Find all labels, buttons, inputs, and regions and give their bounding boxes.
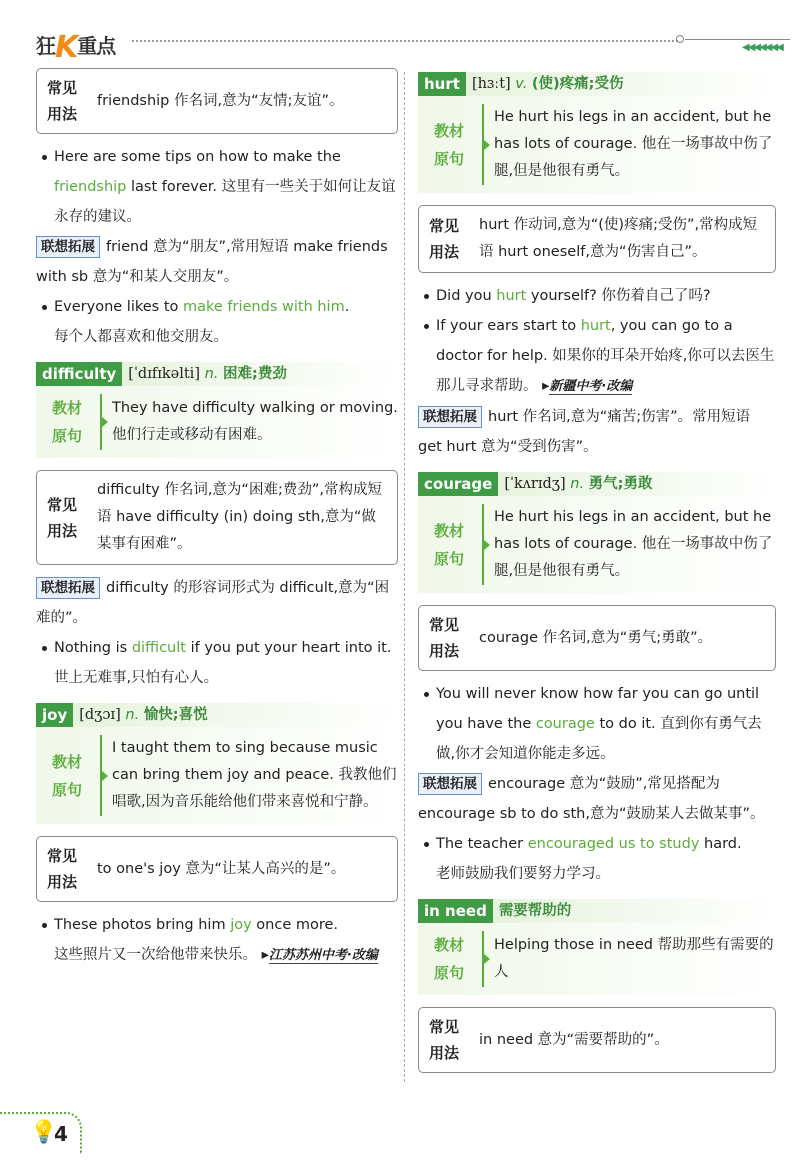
hurt-usage: hurt 作动词,意为“(使)疼痛;受伤”,常构成短语 hurt oneself,意为“伤害自己”。 bbox=[479, 217, 758, 260]
friendship-example-2-cn: 每个人都喜欢和他交朋友。 bbox=[54, 329, 228, 345]
in-need-source-box bbox=[418, 923, 776, 995]
hurt-word: hurt bbox=[418, 72, 466, 96]
source-arrow-icon bbox=[482, 931, 484, 987]
courage-usage: courage 作名词,意为“勇气;勇敢”。 bbox=[479, 629, 713, 646]
source-label: 教材 原句 bbox=[434, 521, 465, 568]
assoc-label: 联想拓展 bbox=[36, 577, 100, 599]
header-arrows-icon: ◀◀◀◀◀◀◀ bbox=[742, 42, 782, 53]
hurt-headword bbox=[418, 72, 776, 96]
assoc-label: 联想拓展 bbox=[418, 406, 482, 428]
joy-source: I taught them to sing because music can bring them joy and peace. 我教他们唱歌,因为音乐能给他们带来喜悦和宁静。 bbox=[112, 740, 397, 810]
source-arrow-icon bbox=[100, 394, 102, 450]
difficulty-source-box bbox=[36, 386, 398, 458]
in-need-word: in need bbox=[418, 899, 493, 923]
joy-exam-source: 江苏苏州中考·改编 bbox=[268, 948, 378, 963]
difficulty-assoc: 联想拓展 difficulty 的形容词形式为 difficult,意为“困难的”。 bbox=[36, 573, 398, 633]
friendship-example-2: Everyone likes to make friends with him. bbox=[36, 292, 398, 322]
difficulty-example-cn: 世上无难事,只怕有心人。 bbox=[54, 670, 219, 686]
lightbulb-icon: 💡 bbox=[30, 1120, 58, 1145]
joy-example: These photos bring him joy once more. bbox=[36, 910, 398, 940]
column-divider bbox=[404, 72, 405, 1082]
joy-headword bbox=[36, 703, 398, 727]
in-need-usage: in need 意为“需要帮助的”。 bbox=[479, 1031, 669, 1048]
source-label: 教材 原句 bbox=[434, 936, 465, 982]
friendship-example: Here are some tips on how to make the friendship last forever. 这里有一些关于如何让友谊永存的建议。 bbox=[36, 142, 398, 232]
courage-example: You will never know how far you can go until you have the courage to do it. 直到你有勇气去做,你才会知道你能走多远。 bbox=[418, 679, 776, 769]
usage-label: 常见 用法 bbox=[429, 616, 460, 660]
right-column bbox=[418, 66, 776, 1081]
usage-label: 常见 用法 bbox=[429, 217, 460, 261]
series-logo: 狂K重点 bbox=[36, 30, 116, 65]
courage-source-box bbox=[418, 496, 776, 593]
courage-example-2-cn: 老师鼓励我们要努力学习。 bbox=[436, 866, 610, 882]
in-need-headword bbox=[418, 899, 776, 923]
difficulty-headword bbox=[36, 362, 398, 386]
source-arrow-icon bbox=[100, 735, 102, 816]
difficulty-example: Nothing is difficult if you put your heart into it. bbox=[36, 633, 398, 663]
courage-source: He hurt his legs in an accident, but he has lots of courage. 他在一场事故中伤了腿,但是他很有勇气。 bbox=[494, 509, 773, 579]
difficulty-definition: [ˈdɪfɪkəlti] n. 困难;费劲 bbox=[122, 362, 398, 386]
hurt-definition: [hɜːt] v. (使)疼痛;受伤 bbox=[466, 72, 776, 96]
difficulty-word: difficulty bbox=[36, 362, 122, 386]
source-arrow-icon bbox=[482, 104, 484, 185]
difficulty-usage: difficulty 作名词,意为“困难;费劲”,常构成短语 have difficulty (in) doing sth,意为“做某事有困难”。 bbox=[97, 482, 382, 552]
courage-headword bbox=[418, 472, 776, 496]
in-need-definition: 需要帮助的 bbox=[493, 899, 776, 923]
source-label: 教材 原句 bbox=[434, 121, 465, 168]
joy-word: joy bbox=[36, 703, 73, 727]
in-need-usage-box bbox=[418, 1007, 776, 1073]
assoc-label: 联想拓展 bbox=[418, 773, 482, 795]
courage-word: courage bbox=[418, 472, 498, 496]
header-circle bbox=[676, 35, 684, 43]
page-number: 4 bbox=[54, 1122, 68, 1146]
source-label: 教材 原句 bbox=[52, 752, 83, 799]
friendship-usage: friendship 作名词,意为“友情;友谊”。 bbox=[97, 92, 344, 109]
courage-usage-box bbox=[418, 605, 776, 671]
header-rule bbox=[685, 39, 790, 40]
hurt-usage-box bbox=[418, 205, 776, 273]
page-header bbox=[0, 0, 800, 65]
courage-assoc: 联想拓展 encourage 意为“鼓励”,常见搭配为 encourage sb to do sth,意为“鼓励某人去做某事”。 bbox=[418, 769, 776, 829]
usage-label: 常见 用法 bbox=[47, 79, 78, 123]
assoc-label: 联想拓展 bbox=[36, 236, 100, 258]
joy-example-cn: 这些照片又一次给他带来快乐。 ▸江苏苏州中考·改编 bbox=[54, 947, 378, 963]
in-need-source: Helping those in need 帮助那些有需要的人 bbox=[494, 937, 774, 980]
source-label: 教材 原句 bbox=[52, 399, 83, 445]
usage-label: 常见 用法 bbox=[47, 495, 78, 540]
hurt-example-2: If your ears start to hurt, you can go to a doctor for help. 如果你的耳朵开始疼,你可以去医生那儿寻求帮助。 ▸新疆中考·改编 bbox=[418, 311, 776, 402]
usage-label: 常见 用法 bbox=[47, 847, 78, 891]
hurt-exam-source: 新疆中考·改编 bbox=[549, 379, 633, 394]
joy-definition: [dʒɔɪ] n. 愉快;喜悦 bbox=[73, 703, 398, 727]
page-footer bbox=[0, 1108, 90, 1166]
joy-usage: to one's joy 意为“让某人高兴的是”。 bbox=[97, 860, 346, 877]
friendship-assoc: 联想拓展 friend 意为“朋友”,常用短语 make friends with sb 意为“和某人交朋友”。 bbox=[36, 232, 398, 292]
friendship-usage-box bbox=[36, 68, 398, 134]
left-column bbox=[36, 66, 398, 971]
hurt-example-1: Did you hurt yourself? 你伤着自己了吗? bbox=[418, 281, 776, 311]
joy-source-box bbox=[36, 727, 398, 824]
difficulty-source: They have difficulty walking or moving. 他们行走或移动有困难。 bbox=[112, 400, 398, 443]
hurt-assoc: 联想拓展 hurt 作名词,意为“痛苦;伤害”。常用短语 get hurt 意为“受到伤害”。 bbox=[418, 402, 776, 462]
hurt-source-box bbox=[418, 96, 776, 193]
difficulty-usage-box bbox=[36, 470, 398, 565]
joy-usage-box bbox=[36, 836, 398, 902]
source-arrow-icon bbox=[482, 504, 484, 585]
usage-label: 常见 用法 bbox=[429, 1018, 460, 1062]
courage-definition: [ˈkʌrɪdʒ] n. 勇气;勇敢 bbox=[498, 472, 776, 496]
header-dotted-rule bbox=[132, 40, 678, 42]
courage-example-2: The teacher encouraged us to study hard. bbox=[418, 829, 776, 859]
hurt-source: He hurt his legs in an accident, but he has lots of courage. 他在一场事故中伤了腿,但是他很有勇气。 bbox=[494, 109, 773, 179]
